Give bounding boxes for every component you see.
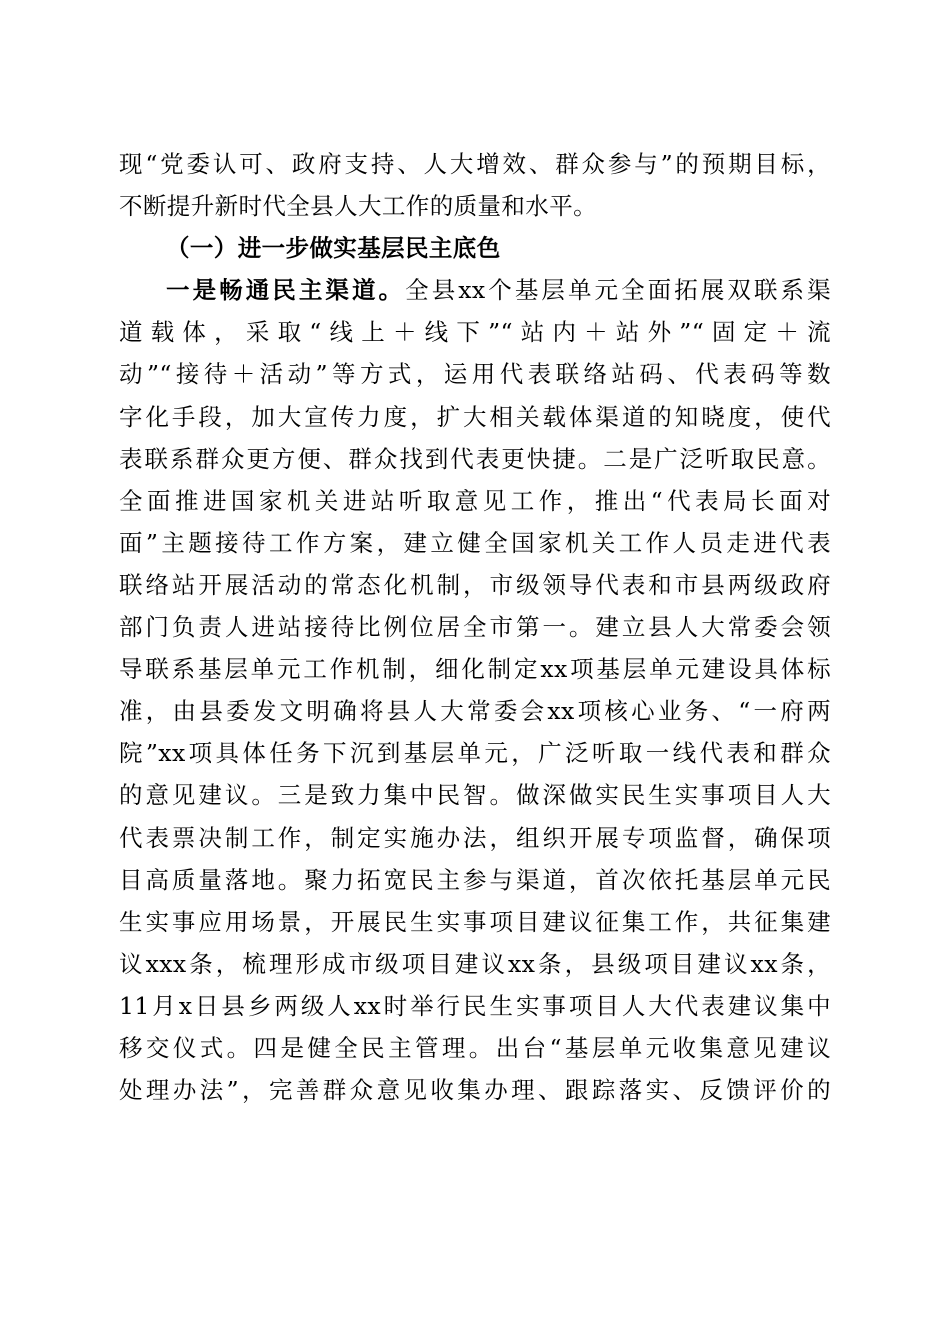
paragraph-1-line-1: 现“党委认可、政府支持、人大增效、群众参与”的预期目标， [119, 150, 831, 178]
paragraph-2-line: 部门负责人进站接待比例位居全市第一。建立县人大常委会领 [119, 613, 831, 642]
paragraph-2-line: 的意见建议。三是致力集中民智。做深做实民生实事项目人大 [119, 781, 831, 810]
paragraph-2-line: 联络站开展活动的常态化机制，市级领导代表和市县两级政府 [119, 570, 831, 599]
paragraph-2-line: 道载体，采取“线上＋线下”“站内＋站外”“固定＋流 [119, 318, 831, 347]
paragraph-2-line: 面”主题接待工作方案，建立健全国家机关工作人员走进代表 [119, 528, 831, 557]
paragraph-2-line: 生实事应用场景，开展民生实事项目建议征集工作，共征集建 [119, 907, 831, 936]
paragraph-2-line: 院”xx项具体任务下沉到基层单元，广泛听取一线代表和群众 [119, 739, 831, 768]
paragraph-2-line: 处理办法”，完善群众意见收集办理、跟踪落实、反馈评价的 [119, 1076, 831, 1105]
paragraph-2-line: 表联系群众更方便、群众找到代表更快捷。二是广泛听取民意。 [119, 444, 831, 473]
paragraph-2-line: 动”“接待＋活动”等方式，运用代表联络站码、代表码等数 [119, 360, 831, 389]
paragraph-2-line: 目高质量落地。聚力拓宽民主参与渠道，首次依托基层单元民 [119, 865, 831, 894]
paragraph-2-line: 移交仪式。四是健全民主管理。出台“基层单元收集意见建议 [119, 1033, 831, 1062]
paragraph-2-line: 准，由县委发文明确将县人大常委会xx项核心业务、“一府两 [119, 697, 831, 726]
paragraph-2-line: 议xxx条，梳理形成市级项目建议xx条，县级项目建议xx条， [119, 949, 831, 978]
paragraph-2-line: 字化手段，加大宣传力度，扩大相关载体渠道的知晓度，使代 [119, 402, 831, 431]
paragraph-2-line: 代表票决制工作，制定实施办法，组织开展专项监督，确保项 [119, 823, 831, 852]
paragraph-1-line-2: 不断提升新时代全县人大工作的质量和水平。 [119, 192, 597, 221]
paragraph-2-first-line-rest: 全县xx个基层单元全面拓展双联系渠 [405, 276, 831, 305]
document-body [119, 143, 831, 1111]
section-heading: （一）进一步做实基层民主底色 [166, 234, 501, 263]
paragraph-2-lead: 一是畅通民主渠道。 [166, 276, 406, 305]
paragraph-2-line: 全面推进国家机关进站听取意见工作，推出“代表局长面对 [119, 486, 831, 515]
paragraph-2-line: 11月x日县乡两级人xx时举行民生实事项目人大代表建议集中 [119, 991, 831, 1020]
paragraph-2-line: 导联系基层单元工作机制，细化制定xx项基层单元建设具体标 [119, 655, 831, 684]
paragraph-2-line-1 [119, 269, 831, 311]
